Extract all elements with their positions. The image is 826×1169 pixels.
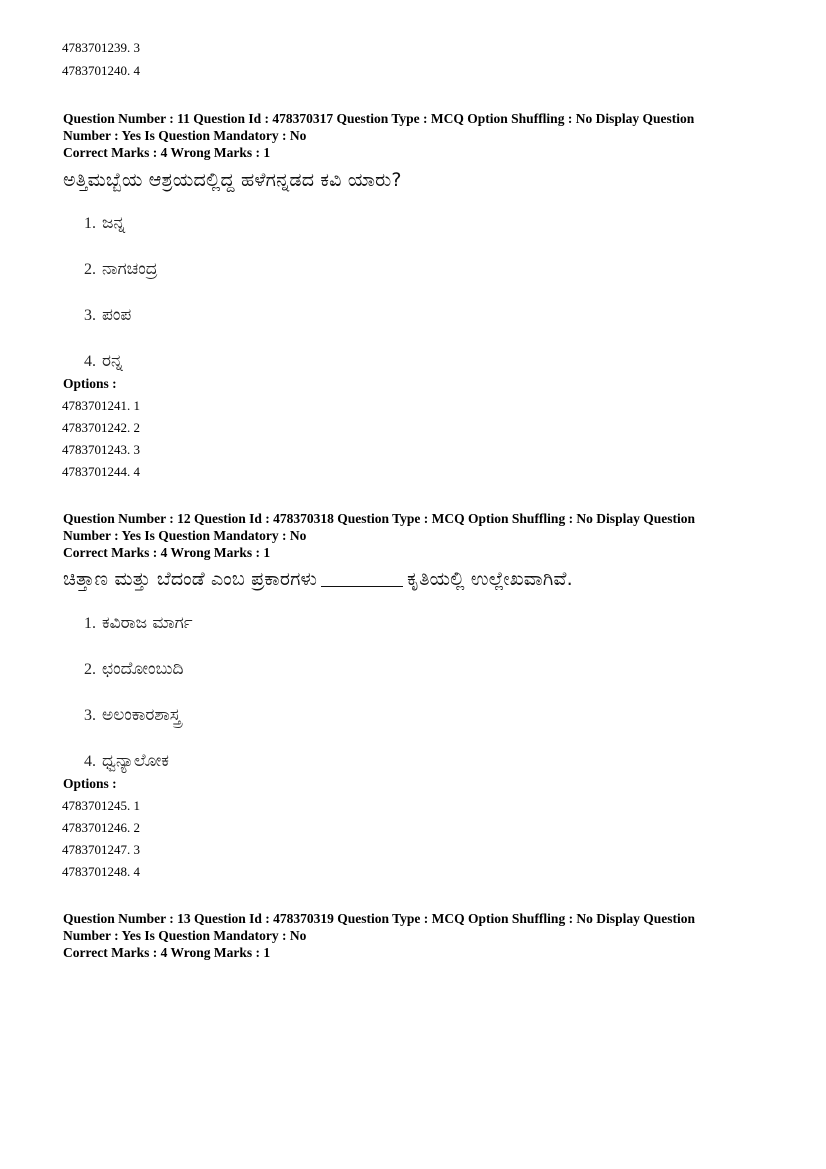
meta-line-1: Question Number : 12 Question Id : 478370318 Question Type : MCQ Option Shuffling : No Display Question (63, 511, 695, 526)
meta-line-3: Correct Marks : 4 Wrong Marks : 1 (63, 545, 271, 560)
option-id-line: 4783701239. 3 (62, 40, 140, 55)
options-label: Options : (63, 376, 117, 391)
question-12-meta (63, 510, 783, 561)
question-11-choice-1: 1. ಜನ್ನ (84, 213, 126, 233)
question-11-meta (63, 110, 783, 161)
meta-line-1: Question Number : 13 Question Id : 478370319 Question Type : MCQ Option Shuffling : No Display Question (63, 911, 695, 926)
meta-line-2: Number : Yes Is Question Mandatory : No (63, 528, 307, 543)
question-12-text: ಚಿತ್ತಾಣ ಮತ್ತು ಬೆದಂಡೆ ಎಂಬ ಪ್ರಕಾರಗಳು ಕೃತಿಯಲ್ಲಿ ಉಲ್ಲೇಖವಾಗಿವೆ. (63, 568, 573, 590)
question-13-meta (63, 910, 783, 961)
option-id-line: 4783701242. 2 (62, 420, 140, 435)
question-11-choice-4: 4. ರನ್ನ (84, 351, 123, 371)
options-label: Options : (63, 776, 117, 791)
option-id-line: 4783701241. 1 (62, 398, 140, 413)
meta-line-3: Correct Marks : 4 Wrong Marks : 1 (63, 945, 271, 960)
option-id-line: 4783701245. 1 (62, 798, 140, 813)
meta-line-2: Number : Yes Is Question Mandatory : No (63, 928, 307, 943)
answer-blank (321, 586, 403, 587)
option-id-line: 4783701247. 3 (62, 842, 140, 857)
option-id-line: 4783701240. 4 (62, 63, 140, 78)
option-id-line: 4783701243. 3 (62, 442, 140, 457)
option-id-line: 4783701246. 2 (62, 820, 140, 835)
meta-line-2: Number : Yes Is Question Mandatory : No (63, 128, 307, 143)
meta-line-3: Correct Marks : 4 Wrong Marks : 1 (63, 145, 271, 160)
question-12-choice-2: 2. ಛಂದೋಂಬುದಿ (84, 659, 184, 679)
question-11-text: ಅತ್ತಿಮಬ್ಬೆಯ ಆಶ್ರಯದಲ್ಲಿದ್ದ ಹಳೆಗನ್ನಡದ ಕವಿ ಯಾರು? (63, 169, 402, 191)
question-12-choice-1: 1. ಕವಿರಾಜ ಮಾರ್ಗ (84, 613, 193, 633)
option-id-line: 4783701248. 4 (62, 864, 140, 879)
question-11-choice-3: 3. ಪಂಪ (84, 305, 132, 325)
question-12-choice-4: 4. ಧ್ವನ್ಯಾಲೋಕ (84, 751, 169, 771)
question-12-choice-3: 3. ಅಲಂಕಾರಶಾಸ್ತ್ರ (84, 705, 181, 725)
meta-line-1: Question Number : 11 Question Id : 478370317 Question Type : MCQ Option Shuffling : No Display Question (63, 111, 695, 126)
question-11-choice-2: 2. ನಾಗಚಂದ್ರ (84, 259, 158, 279)
option-id-line: 4783701244. 4 (62, 464, 140, 479)
